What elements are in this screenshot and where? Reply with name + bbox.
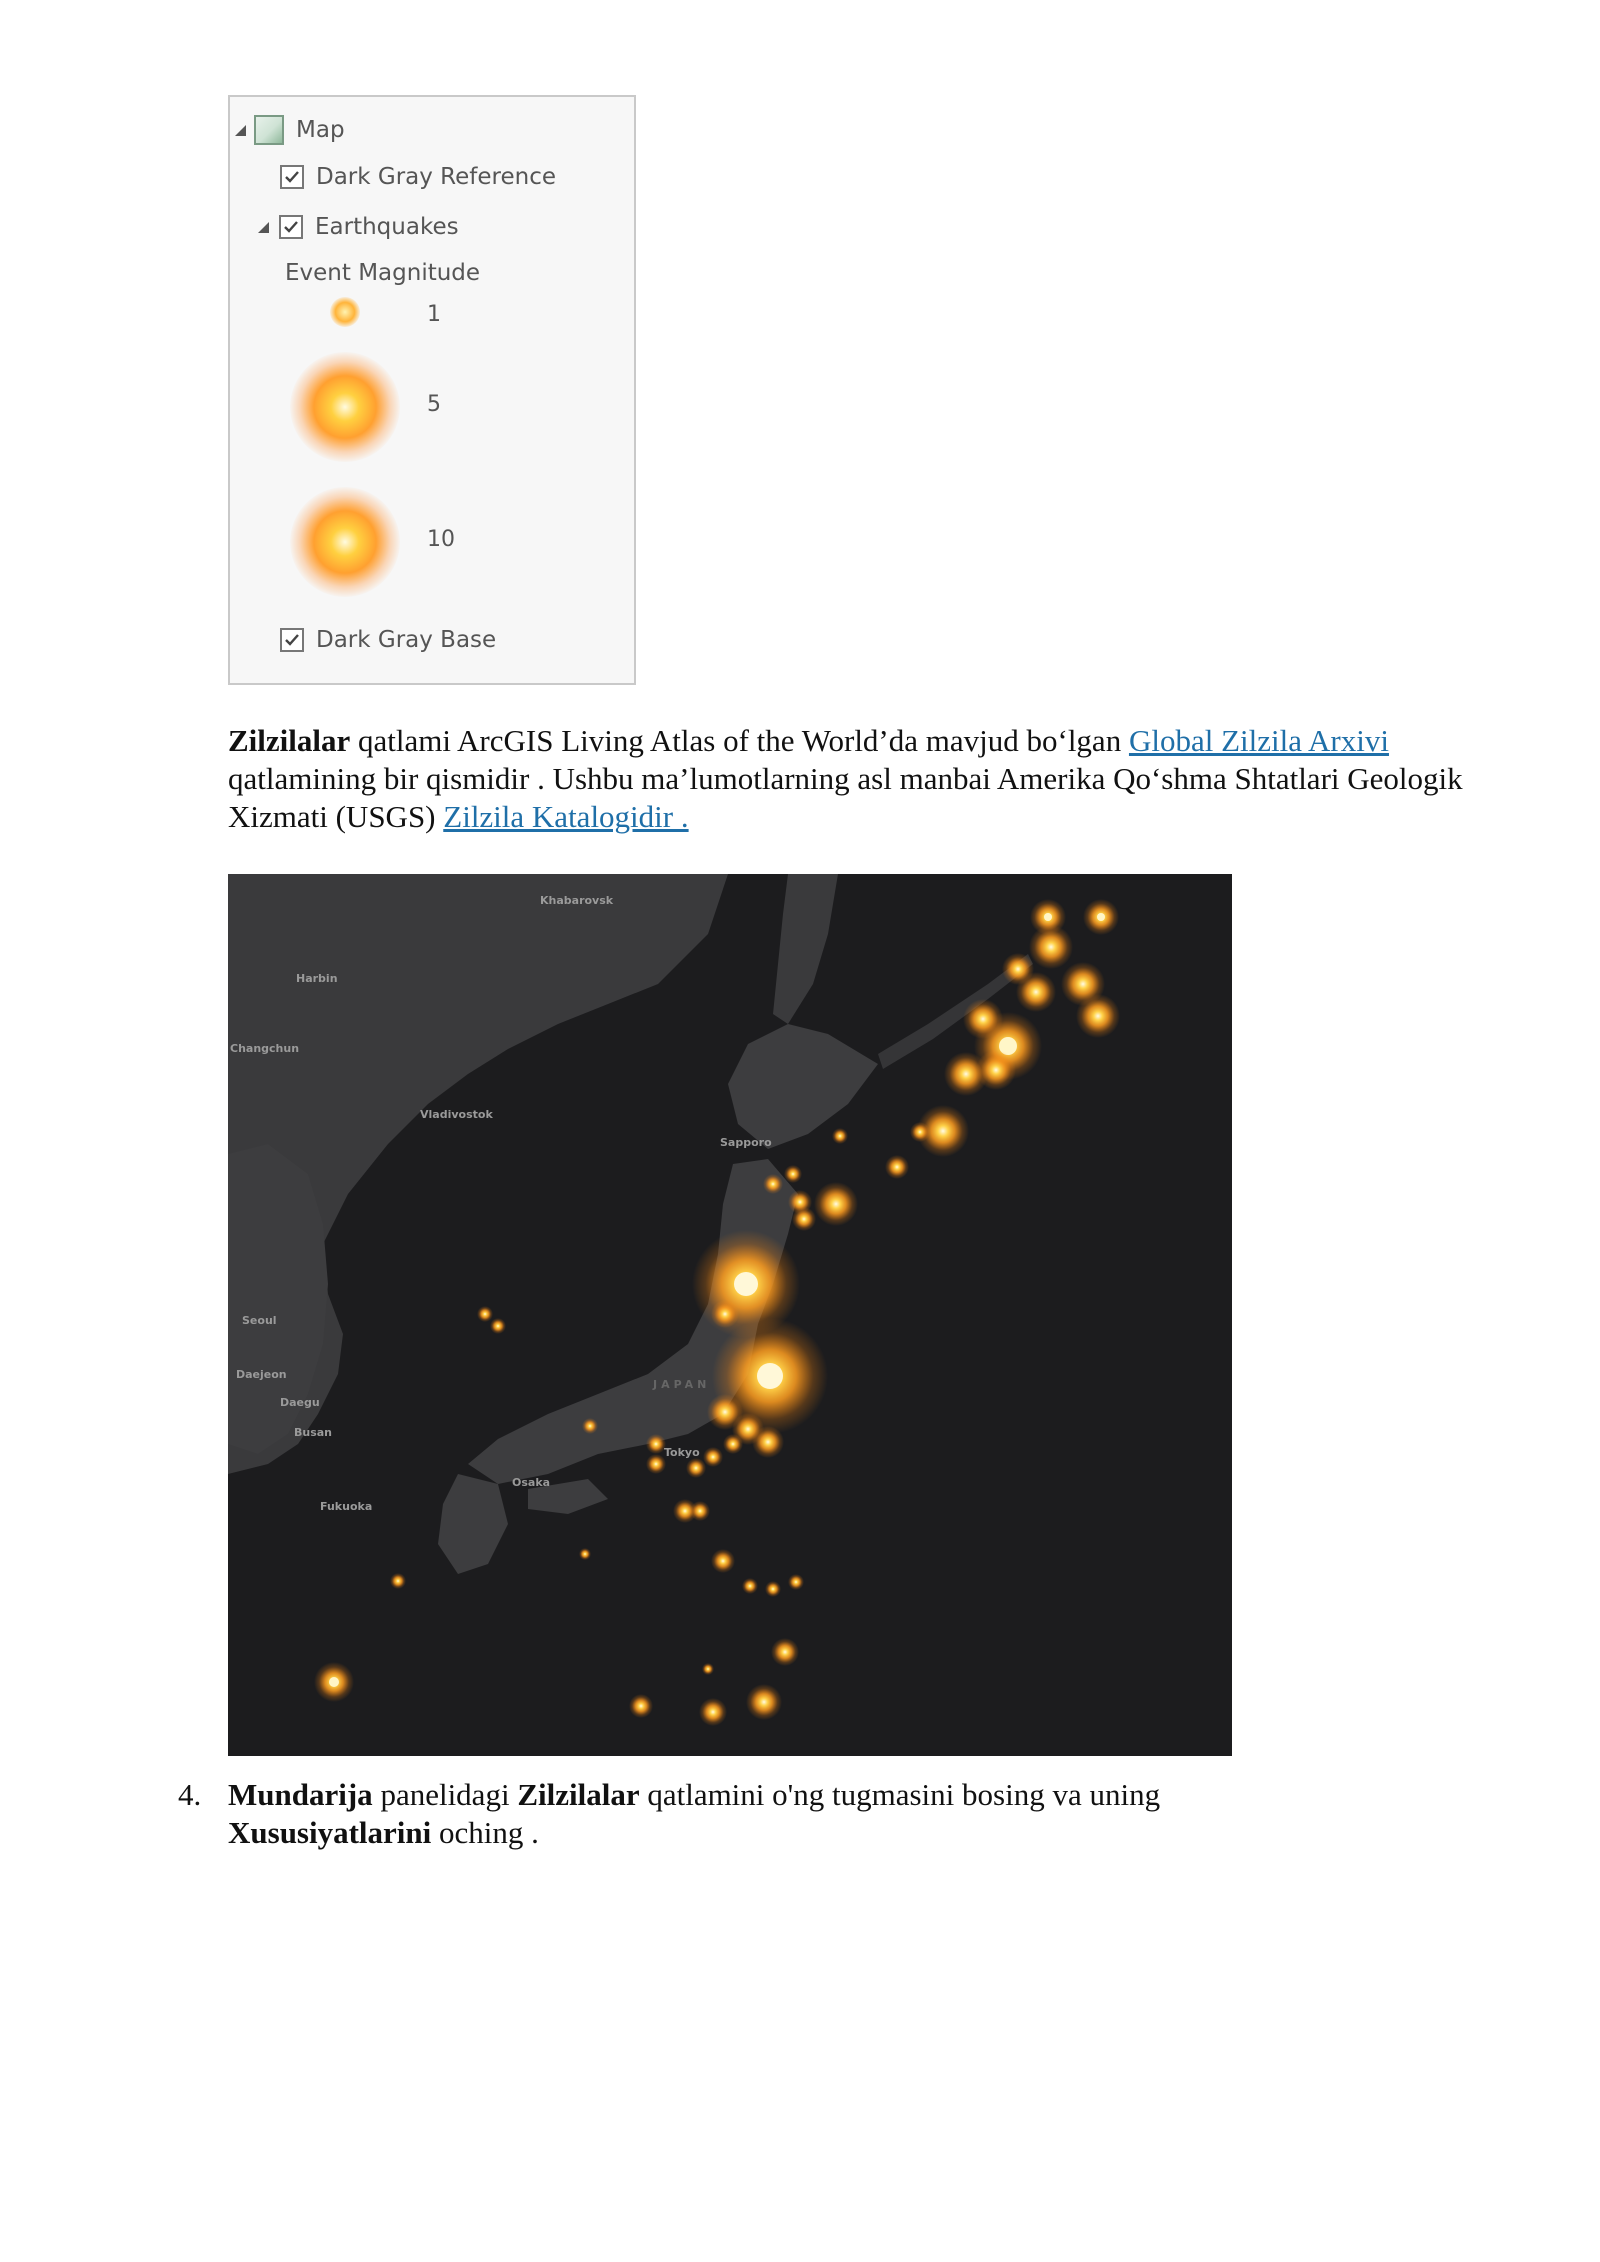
legend-title [285, 260, 480, 286]
checkbox-checked-icon[interactable] [280, 628, 304, 652]
map-label: Map [296, 117, 345, 143]
catalog-link[interactable]: Zilzila Katalogidir . [443, 799, 689, 834]
collapse-triangle-icon[interactable] [235, 125, 246, 136]
step-text-part: oching . [431, 1815, 539, 1850]
city-label: Changchun [230, 1042, 300, 1055]
city-label: Fukuoka [320, 1500, 373, 1513]
map-icon [254, 115, 284, 145]
step-text [228, 1776, 1178, 1852]
map-basemap [228, 874, 1232, 1756]
description-paragraph [228, 722, 1478, 836]
layer-label: Dark Gray Base [316, 627, 497, 653]
city-label: Busan [294, 1426, 333, 1439]
layer-row-earthquakes[interactable] [258, 214, 459, 240]
city-label: Sapporo [720, 1136, 772, 1149]
country-label: JAPAN [653, 1378, 711, 1391]
city-label: Daegu [280, 1396, 320, 1409]
collapse-triangle-icon[interactable] [258, 222, 269, 233]
layer-label: Earthquakes [315, 214, 459, 240]
layer-label: Dark Gray Reference [316, 164, 557, 190]
layer-row-dark-gray-base[interactable] [280, 627, 496, 653]
glow-symbol-icon [330, 297, 360, 327]
city-label: Khabarovsk [540, 894, 614, 907]
city-label: Seoul [242, 1314, 277, 1327]
para-text: qatlamining bir qismidir . Ushbu ma’lumotlarning asl manbai Amerika Qo‘shma Shtatlari Geologik Xizmati (USGS) [228, 761, 1463, 834]
global-archive-link[interactable]: Global Zilzila Arxivi [1128, 723, 1389, 758]
earthquake-map[interactable] [228, 874, 1232, 1756]
map-row[interactable] [235, 115, 345, 145]
contents-pane [228, 95, 636, 685]
layer-row-dark-gray-reference[interactable] [280, 164, 556, 190]
bold-term: Xususiyatlarini [228, 1815, 432, 1850]
city-label: Tokyo [664, 1446, 700, 1459]
legend-value: 10 [427, 527, 455, 552]
city-label: Daejeon [236, 1368, 287, 1381]
legend-value: 1 [427, 302, 441, 327]
city-label: Vladivostok [420, 1108, 493, 1121]
checkbox-checked-icon[interactable] [279, 215, 303, 239]
checkbox-checked-icon[interactable] [280, 165, 304, 189]
bold-term: Mundarija [228, 1777, 373, 1812]
step-number: 4. [178, 1777, 202, 1812]
legend-title-text: Event Magnitude [285, 260, 481, 286]
city-label: Harbin [296, 972, 338, 985]
bold-term: Zilzilalar [517, 1777, 640, 1812]
bold-term: Zilzilalar [228, 723, 351, 758]
step-text-part: panelidagi [372, 1777, 518, 1812]
para-text: qatlami ArcGIS Living Atlas of the World’da mavjud bo‘lgan [350, 723, 1129, 758]
legend-value: 5 [427, 392, 441, 417]
step-text-part: qatlamini o'ng tugmasini bosing va uning [639, 1777, 1161, 1812]
glow-symbol-icon [290, 487, 400, 597]
city-label: Osaka [512, 1476, 551, 1489]
glow-symbol-icon [290, 352, 400, 462]
